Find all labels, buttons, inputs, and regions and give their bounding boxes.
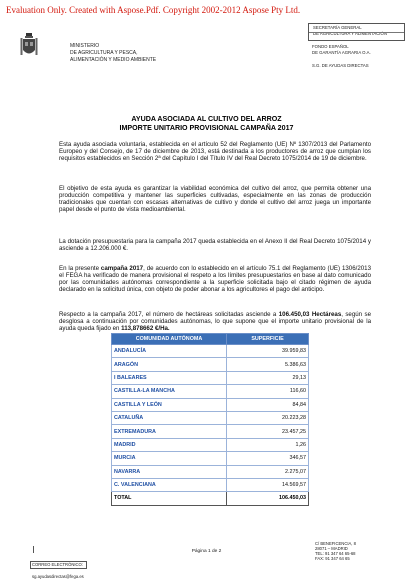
unit-amount-highlight: 113,878662 €/Ha. [121, 325, 170, 333]
ministry-line: MINISTERIO [70, 43, 100, 49]
campaign-highlight: campaña 2017 [100, 265, 144, 272]
paragraph-hectares [59, 311, 371, 332]
community-cell: MADRID [112, 438, 227, 451]
table-row [112, 452, 309, 465]
community-cell: CASTILLA Y LEÓN [112, 398, 227, 411]
paragraph-budget: La dotación presupuestaria para la campaña 2017 queda establecida en el Anexo II del Real Decreto 1075/2014 y asciende a 12.206.000 €. [59, 238, 371, 253]
address-line: FAX: 91 347 64 65 [315, 556, 350, 561]
table-row [112, 345, 309, 358]
surface-cell: 346,57 [227, 452, 309, 465]
paragraph-campaign [59, 265, 371, 293]
fega-line: DE GARANTÍA AGRARIA O.A. [312, 49, 371, 55]
surface-table [111, 333, 309, 506]
paragraph-objective: El objetivo de esta ayuda es garantizar la viabilidad económica del cultivo del arroz, que permita obtener una producción competitiva y mantener las superficies cultivadas, especialmente en las zonas de producción tradicionales que cuentan con escasas alternativas de cultivo y donde el cultivo del arroz juega un importante papel desde el punto de vista medioambiental. [59, 185, 371, 214]
document-subtitle: IMPORTE UNITARIO PROVISIONAL CAMPAÑA 2017 [119, 124, 294, 132]
email-label: CORREO ELECTRÓNICO: [32, 561, 83, 567]
surface-cell: 14.569,57 [227, 478, 309, 491]
table-row [112, 465, 309, 478]
ministry-name [70, 43, 156, 63]
hectares-highlight: 106.450,03 Hectáreas [278, 311, 342, 318]
paragraph-text: Respecto a la campaña 2017, el número de hectáreas solicitadas asciende a [59, 311, 279, 318]
total-label-cell: TOTAL [112, 492, 227, 505]
community-cell: MURCIA [112, 452, 227, 465]
table-header-row [112, 334, 309, 345]
surface-cell: 29,13 [227, 371, 309, 384]
surface-cell: 23.457,25 [227, 425, 309, 438]
community-cell: CASTILLA-LA MANCHA [112, 385, 227, 398]
secretariat-divider [309, 32, 404, 33]
surface-cell: 1,26 [227, 438, 309, 451]
coat-of-arms-icon [20, 32, 38, 60]
ministry-line: ALIMENTACIÓN Y MEDIO AMBIENTE [70, 56, 157, 63]
table-row [112, 385, 309, 398]
email-address: sg.ayudasdirectas@fega.es [32, 574, 84, 579]
evaluation-watermark: Evaluation Only. Created with Aspose.Pdf. Copyright 2002-2012 Aspose Pty Ltd. [6, 5, 301, 15]
community-cell: C. VALENCIANA [112, 478, 227, 491]
community-cell: NAVARRA [112, 465, 227, 478]
paragraph-text: , de acuerdo con lo establecido en el artículo 75.1 del Reglamento (UE) 1306/2013 el FEGA ha verificado de manera provisional el respeto a los límites presupuestarios en base al dato comunicado por las comunidades autónomas correspondiente a la superficie solicitada bajo el citado régimen de ayuda declarado en la solicitud única, con objeto de poder abonar a los agricultores el pago del anticipo. [59, 265, 371, 294]
community-cell: CATALUÑA [112, 411, 227, 424]
ministry-line: DE AGRICULTURA Y PESCA, [70, 49, 138, 56]
table-row [112, 425, 309, 438]
table-row [112, 398, 309, 411]
secretariat-box [308, 23, 405, 41]
address-line: 28071 – MADRID [315, 546, 348, 551]
fega-name [312, 44, 371, 55]
page-number: Página 1 de 2 [191, 549, 222, 554]
subdirectorate-name: S.G. DE AYUDAS DIRECTAS [312, 63, 369, 68]
document-title: AYUDA ASOCIADA AL CULTIVO DEL ARROZ [131, 115, 282, 123]
community-cell: ANDALUCÍA [112, 345, 227, 358]
table-row [112, 478, 309, 491]
table-row [112, 438, 309, 451]
surface-cell: 2.275,07 [227, 465, 309, 478]
total-value-cell: 106.450,03 [227, 492, 309, 505]
surface-cell: 116,60 [227, 385, 309, 398]
table-total-row [112, 492, 309, 505]
surface-table-container [111, 333, 309, 506]
table-row [112, 411, 309, 424]
community-cell: EXTREMADURA [112, 425, 227, 438]
surface-cell: 39.959,83 [227, 345, 309, 358]
surface-cell: 20.223,28 [227, 411, 309, 424]
table-row [112, 371, 309, 384]
fega-line: FONDO ESPAÑOL [312, 44, 349, 49]
column-header-community: COMUNIDAD AUTÓNOMA [112, 334, 227, 345]
paragraph-legal-basis: Esta ayuda asociada voluntaria, establecida en el artículo 52 del Reglamento (UE) Nº 1307/2013 del Parlamento Europeo y del Consejo, de 17 de diciembre de 2013, está destinada a los productores de arroz que cumplan los requisitos establecidos en Sección 2ª del Capítulo I del Título IV del Real Decreto 1075/2014 de 19 de diciembre. [59, 141, 371, 163]
surface-cell: 84,84 [227, 398, 309, 411]
postal-address [315, 541, 356, 561]
paragraph-text: , según se desglosa a continuación por comunidades autónomas, lo que supone que el importe unitario provisional de la ayuda queda fijado en [59, 311, 371, 333]
secretariat-line: DE AGRICULTURA Y ALIMENTACIÓN [313, 31, 387, 37]
surface-cell: 5.386,63 [227, 358, 309, 371]
table-row [112, 358, 309, 371]
community-cell: ARAGÓN [112, 358, 227, 371]
address-line: TEL: 91 347 64 65-68 [315, 551, 356, 556]
address-line: C/ BENEFICENCIA, 8 [315, 541, 356, 546]
column-header-surface: SUPERFICIE [227, 334, 309, 345]
community-cell: I BALEARES [112, 371, 227, 384]
secretariat-line: SECRETARÍA GENERAL [313, 25, 362, 30]
paragraph-text: En la presente [59, 265, 101, 272]
